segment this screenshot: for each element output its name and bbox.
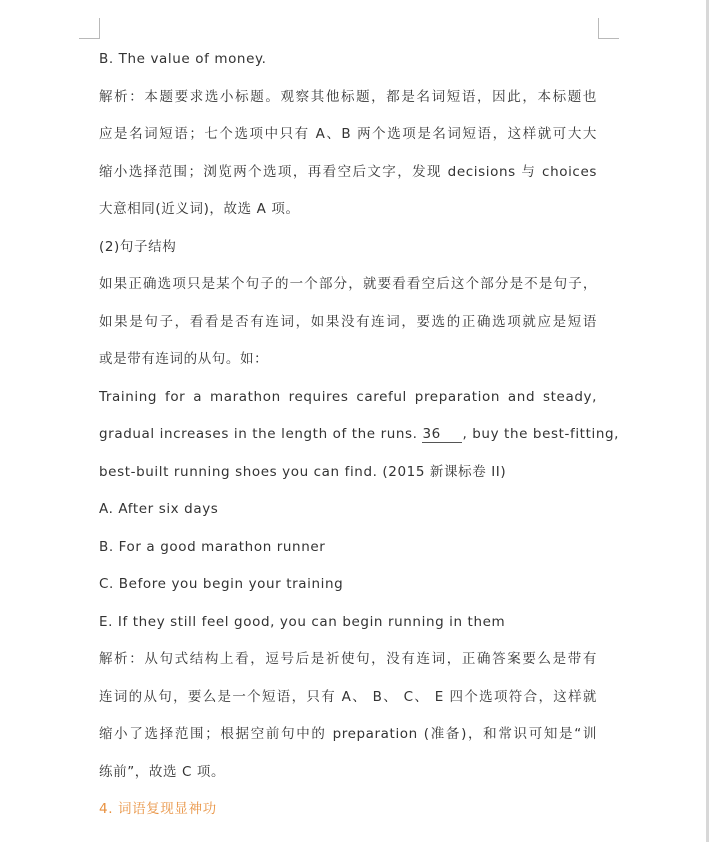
section-subheading: (2)句子结构 — [99, 238, 177, 255]
analysis-paragraph-line: 练前”，故选 C 项。 — [99, 763, 226, 780]
analysis-paragraph-line: 应是名词短语；七个选项中只有 A、B 两个选项是名词短语，这样就可大大 — [99, 126, 597, 142]
analysis-paragraph-line: 解析：本题要求选小标题。观察其他标题，都是名词短语，因此，本标题也 — [99, 88, 597, 105]
example-sentence-text: , buy the best-fitting, — [462, 426, 620, 442]
example-sentence-line: Training for a marathon requires careful preparation and steady, — [99, 388, 597, 405]
option-c: C. Before you begin your training — [99, 576, 344, 592]
margin-corner-top-left — [79, 18, 100, 39]
example-sentence-line: best-built running shoes you can find. (2015 新课标卷 II) — [99, 463, 507, 480]
example-sentence-text: gradual increases in the length of the runs. — [99, 426, 418, 442]
explanation-line: 如果是句子，看看是否有连词，如果没有连词，要选的正确选项就应是短语 — [99, 313, 597, 330]
option-a: A. After six days — [99, 501, 219, 517]
margin-corner-top-right — [598, 18, 619, 39]
analysis-paragraph-line: 解析：从句式结构上看，逗号后是祈使句，没有连词，正确答案要么是带有 — [99, 651, 597, 667]
analysis-paragraph-line: 缩小选择范围；浏览两个选项，再看空后文字，发现 decisions 与 choices — [99, 163, 597, 180]
analysis-paragraph-line: 缩小了选择范围；根据空前句中的 preparation (准备)，和常识可知是“训 — [99, 726, 597, 742]
analysis-paragraph-line: 大意相同(近义词)，故选 A 项。 — [99, 201, 300, 217]
document-body — [99, 48, 620, 836]
explanation-line: 如果正确选项只是某个句子的一个部分，就要看看空后这个部分是不是句子， — [99, 276, 597, 292]
analysis-paragraph-line: 连词的从句，要么是一个短语，只有 A、 B、 C、 E 四个选项符合，这样就 — [99, 688, 597, 705]
question-blank-36: 36 — [422, 426, 462, 443]
option-b: B. For a good marathon runner — [99, 538, 326, 555]
option-e: E. If they still feel good, you can begin running in them — [99, 613, 506, 630]
option-b-line: B. The value of money. — [99, 51, 267, 67]
section-heading: 4. 词语复现显神功 — [99, 801, 217, 817]
example-sentence-line — [99, 423, 620, 461]
explanation-line: 或是带有连词的从句。如： — [99, 351, 269, 367]
